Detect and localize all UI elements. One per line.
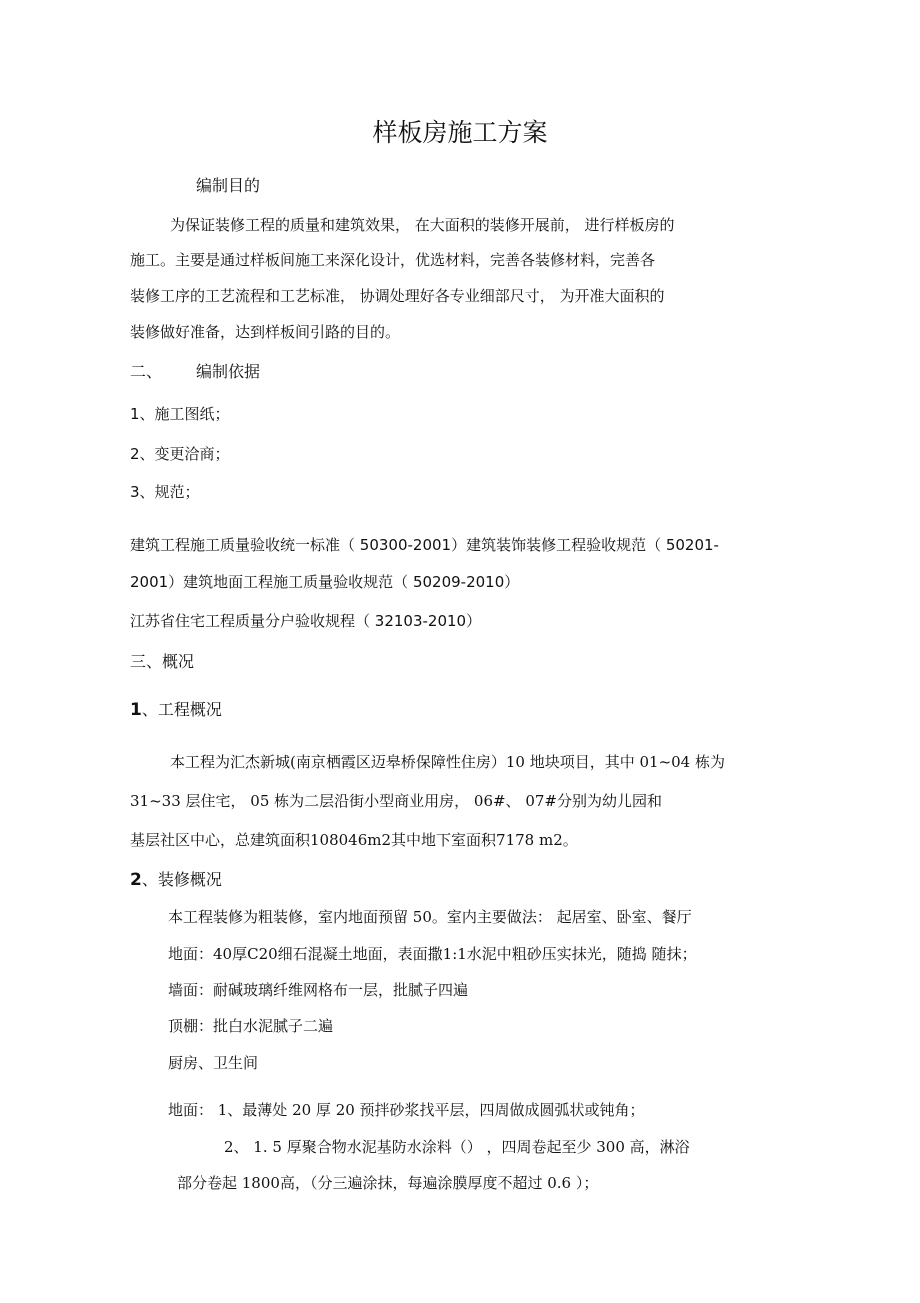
section-heading-overview: 三、概况 — [130, 652, 195, 671]
section-heading-purpose: 编制目的 — [196, 176, 261, 195]
paragraph-line: 2、 1. 5 厚聚合物水泥基防水涂料（） ，四周卷起至少 300 高，淋浴 — [224, 1138, 690, 1156]
list-item: 1、施工图纸； — [130, 405, 230, 423]
standard-line: 2001）建筑地面工程施工质量验收规范（ 50209-2010） — [130, 573, 520, 591]
paragraph-line: 本工程为汇杰新城(南京栖霞区迈皋桥保障性住房）10 地块项目，其中 01~04 栋为 — [170, 753, 725, 771]
paragraph-line: 本工程装修为粗装修，室内地面预留 50。室内主要做法： 起居室、卧室、餐厅 — [168, 908, 692, 926]
paragraph-line: 厨房、卫生间 — [168, 1054, 259, 1072]
paragraph-line: 装修工序的工艺流程和工艺标准， 协调处理好各专业细部尺寸， 为开准大面积的 — [130, 287, 665, 305]
subsection-number: 2 — [130, 870, 142, 890]
paragraph-line: 顶棚：批白水泥腻子二遍 — [168, 1017, 334, 1035]
paragraph-line: 地面： 1、最薄处 20 厚 20 预拌砂浆找平层，四周做成圆弧状或钝角； — [168, 1101, 645, 1119]
subsection-heading-project — [130, 700, 222, 720]
paragraph-line: 为保证装修工程的质量和建筑效果， 在大面积的装修开展前， 进行样板房的 — [170, 216, 675, 234]
paragraph-line: 装修做好准备，达到样板间引路的目的。 — [130, 323, 401, 341]
paragraph-line: 地面：40厚C20细石混凝土地面，表面撒1:1水泥中粗砂压实抹光，随捣 随抹； — [168, 945, 697, 963]
section-number: 二、 — [130, 362, 163, 381]
section-heading-basis: 编制依据 — [196, 362, 261, 381]
paragraph-line: 31~33 层住宅， 05 栋为二层沿街小型商业用房， 06#、 07#分别为幼儿园和 — [130, 792, 662, 810]
list-item: 2、变更洽商； — [130, 445, 230, 463]
subsection-title: 、装修概况 — [141, 870, 222, 889]
list-item: 3、规范； — [130, 483, 200, 501]
subsection-heading-decoration — [130, 870, 222, 890]
paragraph-line: 施工。主要是通过样板间施工来深化设计，优选材料，完善各装修材料，完善各 — [130, 251, 656, 269]
standard-line: 建筑工程施工质量验收统一标准（ 50300-2001）建筑装饰装修工程验收规范（ 50201- — [130, 536, 719, 554]
standard-line: 江苏省住宅工程质量分户验收规程（ 32103-2010） — [130, 612, 482, 630]
subsection-number: 1 — [130, 700, 142, 720]
paragraph-line: 墙面：耐碱玻璃纤维网格布一层，批腻子四遍 — [168, 981, 469, 999]
subsection-title: 、工程概况 — [141, 700, 222, 719]
document-title: 样板房施工方案 — [372, 118, 548, 147]
paragraph-line: 基层社区中心，总建筑面积108046m2其中地下室面积7178 m2。 — [130, 831, 578, 849]
paragraph-line: 部分卷起 1800高，（分三遍涂抹，每遍涂膜厚度不超过 0.6 ）； — [177, 1174, 599, 1192]
